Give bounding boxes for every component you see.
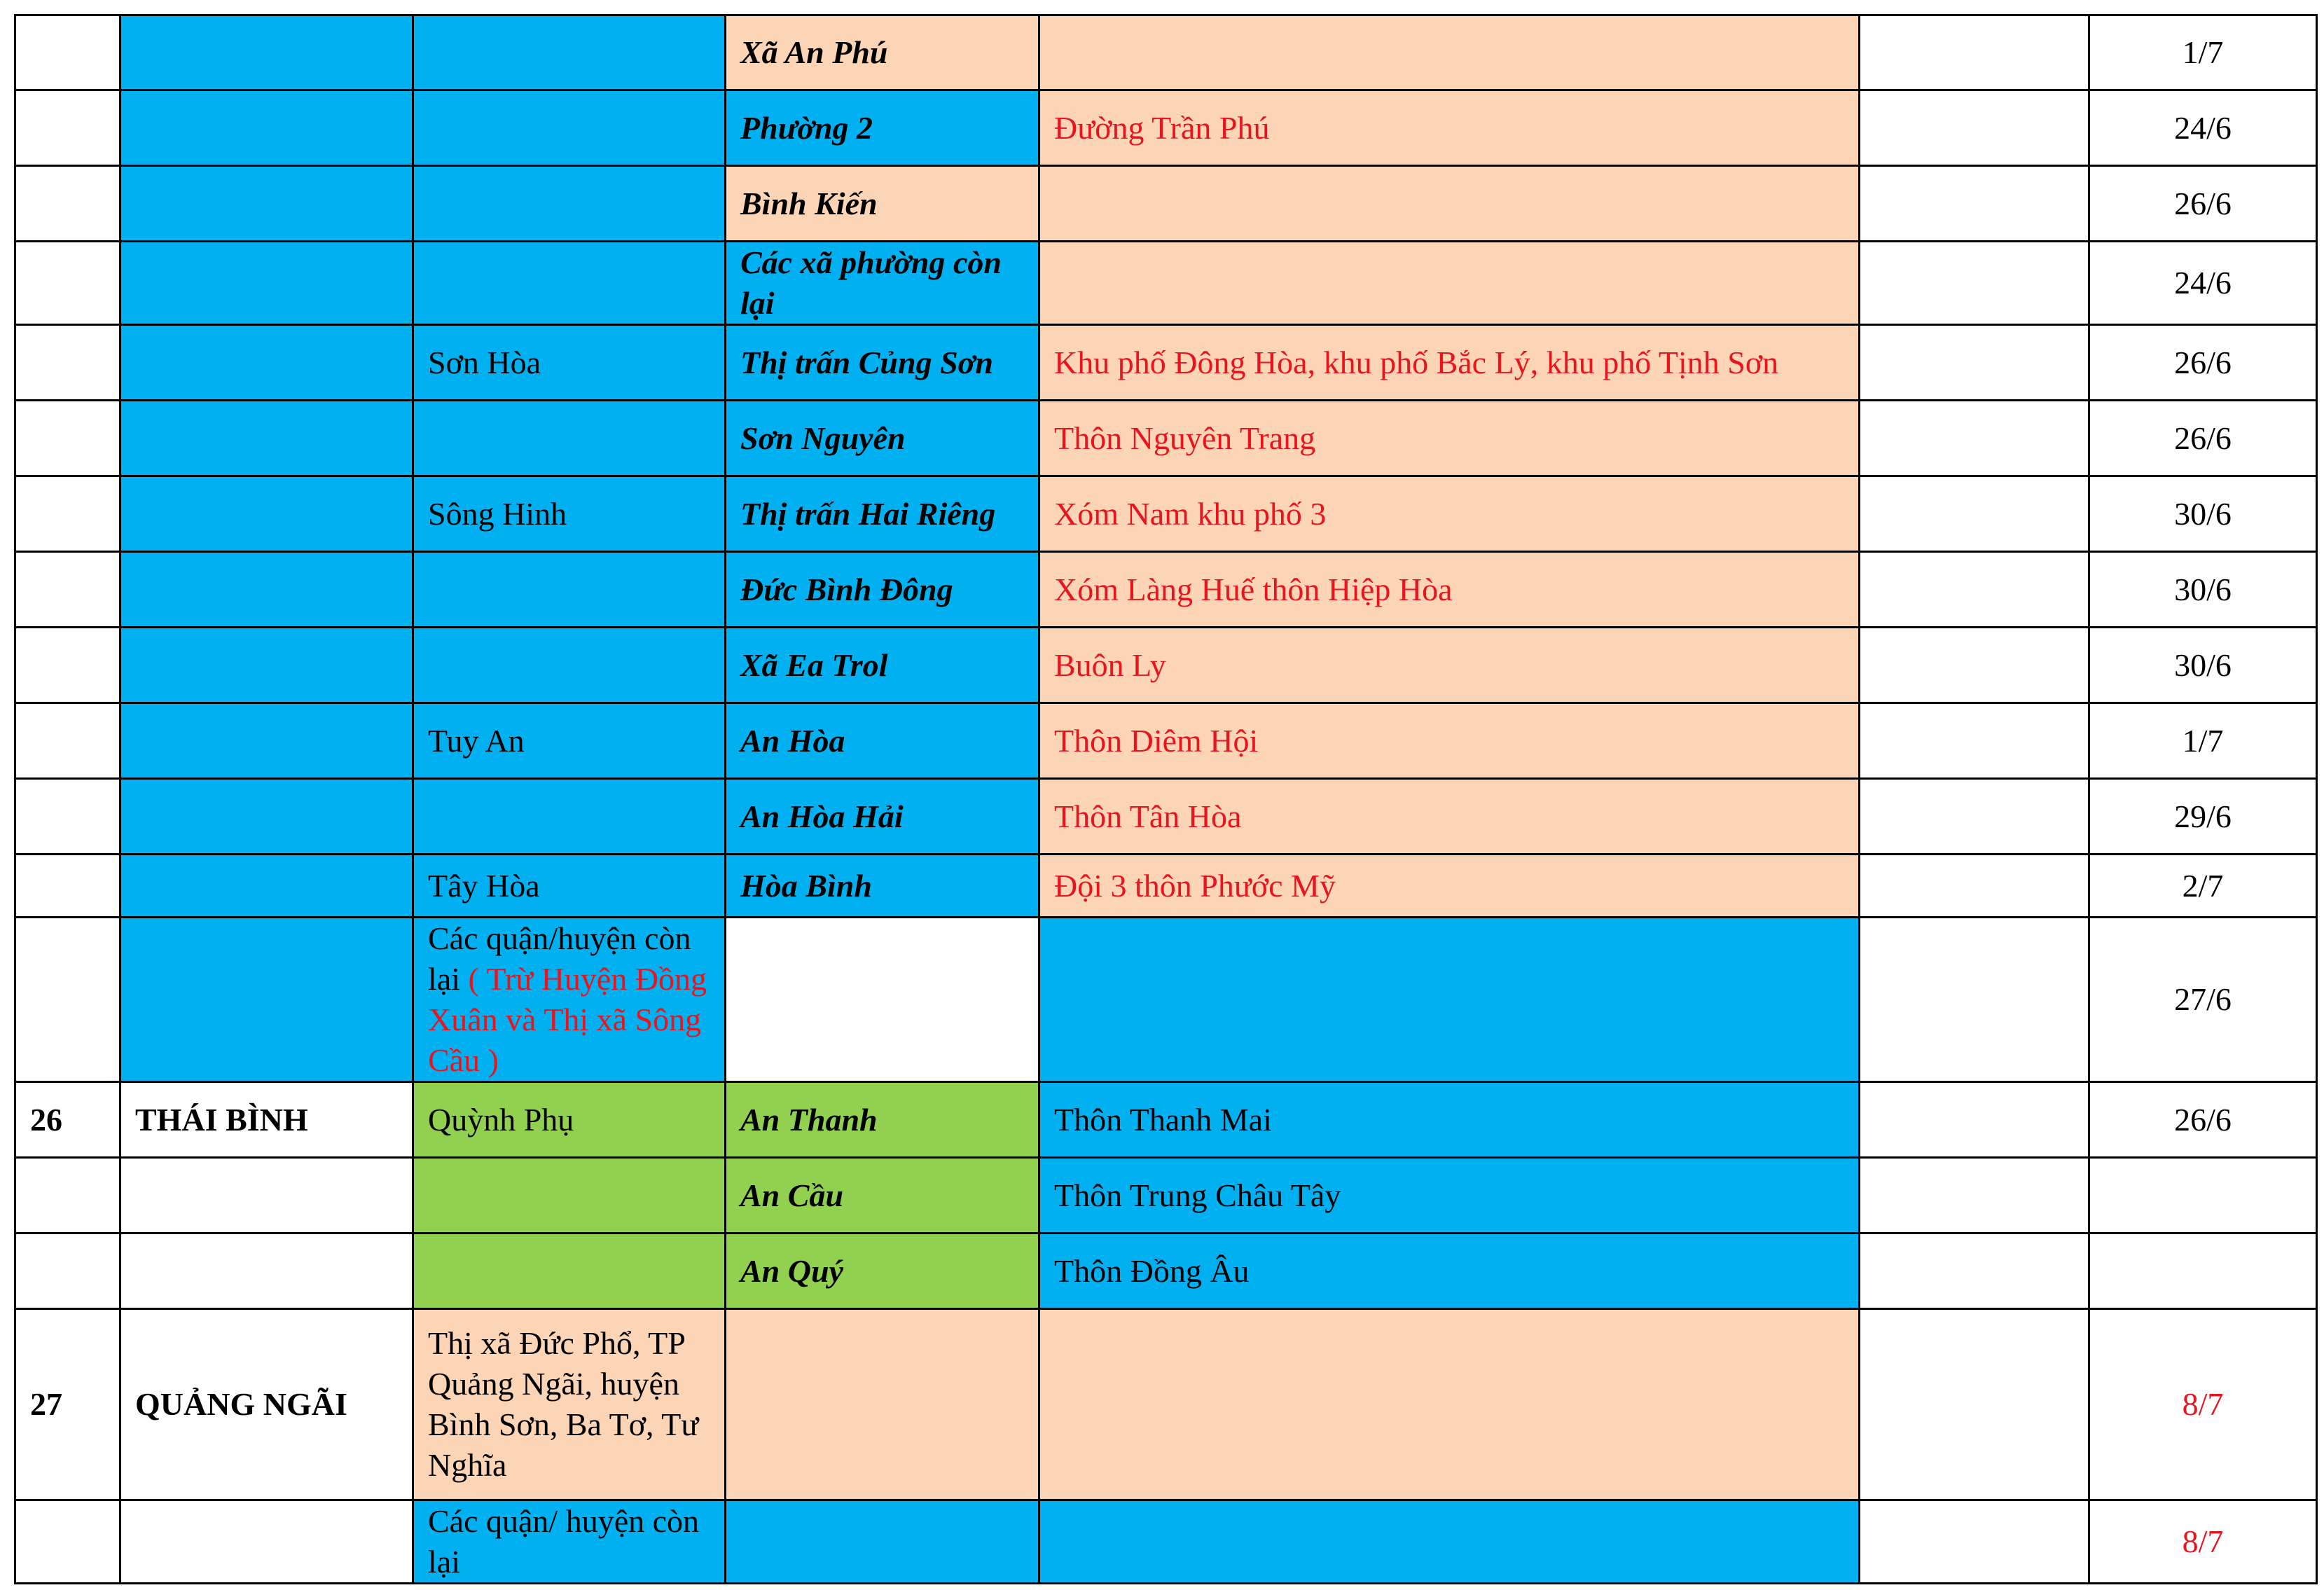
province-cell xyxy=(120,242,413,325)
location-cell xyxy=(1039,15,1860,90)
district-cell: Thị xã Đức Phổ, TP Quảng Ngãi, huyện Bình Sơn, Ba Tơ, Tư Nghĩa xyxy=(413,1309,726,1500)
province-cell xyxy=(120,855,413,918)
row-number-cell xyxy=(15,918,120,1082)
district-cell: Tây Hòa xyxy=(413,855,726,918)
district-cell xyxy=(413,401,726,476)
table-row xyxy=(15,1309,2317,1500)
province-cell xyxy=(120,918,413,1082)
table-row xyxy=(15,166,2317,242)
district-cell xyxy=(413,166,726,242)
province-cell xyxy=(120,1500,413,1584)
table-row xyxy=(15,1082,2317,1158)
date-cell: 8/7 xyxy=(2089,1500,2317,1584)
commune-cell: Thị trấn Hai Riêng xyxy=(726,476,1039,552)
date-cell: 30/6 xyxy=(2089,552,2317,628)
blank-cell xyxy=(1860,325,2089,401)
table-row xyxy=(15,552,2317,628)
province-cell xyxy=(120,90,413,166)
district-cell xyxy=(413,90,726,166)
blank-cell xyxy=(1860,1233,2089,1309)
location-cell: Đội 3 thôn Phước Mỹ xyxy=(1039,855,1860,918)
commune-cell: An Cầu xyxy=(726,1158,1039,1233)
row-number-cell xyxy=(15,476,120,552)
blank-cell xyxy=(1860,1309,2089,1500)
table-row xyxy=(15,1233,2317,1309)
row-number-cell xyxy=(15,1500,120,1584)
blank-cell xyxy=(1860,552,2089,628)
district-cell xyxy=(413,1158,726,1233)
date-cell: 29/6 xyxy=(2089,779,2317,855)
location-cell xyxy=(1039,1309,1860,1500)
date-cell: 26/6 xyxy=(2089,401,2317,476)
commune-cell: Xã An Phú xyxy=(726,15,1039,90)
table-row xyxy=(15,855,2317,918)
row-number-cell: 27 xyxy=(15,1309,120,1500)
province-cell xyxy=(120,779,413,855)
province-cell xyxy=(120,552,413,628)
commune-cell: An Hòa Hải xyxy=(726,779,1039,855)
blank-cell xyxy=(1860,166,2089,242)
district-name: Các quận/huyện còn lại xyxy=(428,920,691,997)
commune-cell: Hòa Bình xyxy=(726,855,1039,918)
table-row xyxy=(15,628,2317,703)
blank-cell xyxy=(1860,242,2089,325)
row-number-cell xyxy=(15,703,120,779)
row-number-cell xyxy=(15,401,120,476)
blank-cell xyxy=(1860,855,2089,918)
row-number-cell xyxy=(15,242,120,325)
district-cell: Sơn Hòa xyxy=(413,325,726,401)
date-cell: 26/6 xyxy=(2089,166,2317,242)
location-cell xyxy=(1039,166,1860,242)
table-row xyxy=(15,918,2317,1082)
location-cell: Khu phố Đông Hòa, khu phố Bắc Lý, khu phố Tịnh Sơn xyxy=(1039,325,1860,401)
location-cell: Thôn Thanh Mai xyxy=(1039,1082,1860,1158)
date-cell: 1/7 xyxy=(2089,15,2317,90)
blank-cell xyxy=(1860,779,2089,855)
district-exclusion-note: ( Trừ Huyện Đồng Xuân và Thị xã Sông Cầu ) xyxy=(428,961,707,1078)
province-cell xyxy=(120,1233,413,1309)
table-row xyxy=(15,1158,2317,1233)
location-cell: Xóm Làng Huế thôn Hiệp Hòa xyxy=(1039,552,1860,628)
location-cell: Thôn Đồng Âu xyxy=(1039,1233,1860,1309)
commune-cell: Các xã phường còn lại xyxy=(726,242,1039,325)
province-cell xyxy=(120,401,413,476)
date-cell: 30/6 xyxy=(2089,628,2317,703)
province-cell xyxy=(120,476,413,552)
date-cell: 8/7 xyxy=(2089,1309,2317,1500)
district-cell xyxy=(413,1233,726,1309)
row-number-cell xyxy=(15,855,120,918)
row-number-cell xyxy=(15,90,120,166)
district-cell xyxy=(413,628,726,703)
date-cell: 26/6 xyxy=(2089,325,2317,401)
date-cell xyxy=(2089,1158,2317,1233)
commune-cell: Xã Ea Trol xyxy=(726,628,1039,703)
date-cell: 27/6 xyxy=(2089,918,2317,1082)
date-cell: 30/6 xyxy=(2089,476,2317,552)
table-row xyxy=(15,401,2317,476)
location-cell xyxy=(1039,918,1860,1082)
commune-cell xyxy=(726,1309,1039,1500)
district-cell xyxy=(413,552,726,628)
row-number-cell: 26 xyxy=(15,1082,120,1158)
blank-cell xyxy=(1860,1158,2089,1233)
table-row xyxy=(15,90,2317,166)
blank-cell xyxy=(1860,476,2089,552)
location-cell: Xóm Nam khu phố 3 xyxy=(1039,476,1860,552)
province-cell: QUẢNG NGÃI xyxy=(120,1309,413,1500)
province-cell xyxy=(120,166,413,242)
province-cell xyxy=(120,1158,413,1233)
outbreak-schedule-table xyxy=(14,14,2318,1584)
commune-cell xyxy=(726,918,1039,1082)
district-cell xyxy=(413,779,726,855)
blank-cell xyxy=(1860,401,2089,476)
row-number-cell xyxy=(15,779,120,855)
row-number-cell xyxy=(15,552,120,628)
row-number-cell xyxy=(15,1158,120,1233)
location-cell: Thôn Trung Châu Tây xyxy=(1039,1158,1860,1233)
table-row xyxy=(15,476,2317,552)
table-row xyxy=(15,15,2317,90)
blank-cell xyxy=(1860,15,2089,90)
district-cell: Quỳnh Phụ xyxy=(413,1082,726,1158)
location-cell: Đường Trần Phú xyxy=(1039,90,1860,166)
district-cell: Sông Hinh xyxy=(413,476,726,552)
district-cell: Tuy An xyxy=(413,703,726,779)
commune-cell: An Thanh xyxy=(726,1082,1039,1158)
row-number-cell xyxy=(15,1233,120,1309)
table-row xyxy=(15,703,2317,779)
blank-cell xyxy=(1860,628,2089,703)
date-cell xyxy=(2089,1233,2317,1309)
date-cell: 24/6 xyxy=(2089,90,2317,166)
table-row xyxy=(15,1500,2317,1584)
row-number-cell xyxy=(15,166,120,242)
district-cell xyxy=(413,242,726,325)
location-cell: Buôn Ly xyxy=(1039,628,1860,703)
district-cell xyxy=(413,918,726,1082)
row-number-cell xyxy=(15,628,120,703)
table-row xyxy=(15,242,2317,325)
blank-cell xyxy=(1860,1500,2089,1584)
commune-cell: Sơn Nguyên xyxy=(726,401,1039,476)
blank-cell xyxy=(1860,703,2089,779)
province-cell xyxy=(120,628,413,703)
blank-cell xyxy=(1860,1082,2089,1158)
date-cell: 26/6 xyxy=(2089,1082,2317,1158)
commune-cell xyxy=(726,1500,1039,1584)
location-cell xyxy=(1039,1500,1860,1584)
province-cell xyxy=(120,325,413,401)
province-cell: THÁI BÌNH xyxy=(120,1082,413,1158)
district-cell xyxy=(413,15,726,90)
blank-cell xyxy=(1860,918,2089,1082)
date-cell: 1/7 xyxy=(2089,703,2317,779)
date-cell: 24/6 xyxy=(2089,242,2317,325)
province-cell xyxy=(120,15,413,90)
blank-cell xyxy=(1860,90,2089,166)
commune-cell: An Hòa xyxy=(726,703,1039,779)
location-cell: Thôn Nguyên Trang xyxy=(1039,401,1860,476)
commune-cell: Phường 2 xyxy=(726,90,1039,166)
location-cell: Thôn Tân Hòa xyxy=(1039,779,1860,855)
row-number-cell xyxy=(15,325,120,401)
row-number-cell xyxy=(15,15,120,90)
commune-cell: Bình Kiến xyxy=(726,166,1039,242)
commune-cell: Thị trấn Củng Sơn xyxy=(726,325,1039,401)
table-row xyxy=(15,325,2317,401)
commune-cell: Đức Bình Đông xyxy=(726,552,1039,628)
commune-cell: An Quý xyxy=(726,1233,1039,1309)
date-cell: 2/7 xyxy=(2089,855,2317,918)
table-row xyxy=(15,779,2317,855)
location-cell xyxy=(1039,242,1860,325)
location-cell: Thôn Diêm Hội xyxy=(1039,703,1860,779)
province-cell xyxy=(120,703,413,779)
district-cell: Các quận/ huyện còn lại xyxy=(413,1500,726,1584)
